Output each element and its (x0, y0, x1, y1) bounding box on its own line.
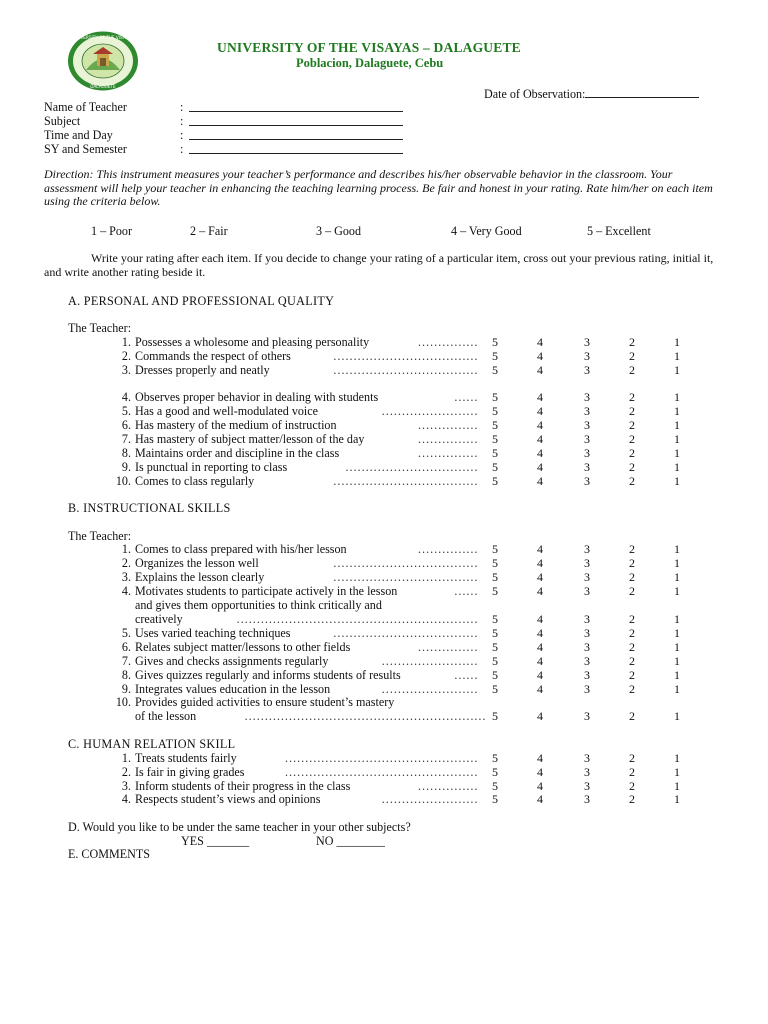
rating-option-1[interactable]: 1 (674, 556, 680, 570)
section-c-title: C. HUMAN RELATION SKILL (68, 737, 236, 751)
rating-option-1[interactable]: 1 (674, 460, 680, 474)
item-number: 1. (121, 542, 131, 556)
rating-option-4[interactable]: 4 (537, 612, 543, 626)
item-number: 6. (121, 418, 131, 432)
info-label-subject: Subject (44, 114, 81, 128)
rating-option-1[interactable]: 1 (674, 335, 680, 349)
item-number: 1. (121, 335, 131, 349)
item-number: 3. (121, 779, 131, 793)
item-text: Comes to class regularly (135, 474, 255, 488)
item-number: 5. (121, 404, 131, 418)
leader-dots: …………… (417, 640, 478, 654)
rating-option-5[interactable]: 5 (492, 751, 498, 765)
item-number: 5. (121, 626, 131, 640)
scale-poor: 1 – Poor (91, 224, 132, 238)
item-number: 1. (121, 751, 131, 765)
rating-option-4[interactable]: 4 (537, 709, 543, 723)
item-number: 7. (121, 432, 131, 446)
university-seal-icon (66, 30, 140, 92)
rating-option-1[interactable]: 1 (674, 626, 680, 640)
item-text: Is punctual in reporting to class (135, 460, 288, 474)
rating-option-2[interactable]: 2 (629, 626, 635, 640)
rating-option-2[interactable]: 2 (629, 668, 635, 682)
rating-option-2[interactable]: 2 (629, 751, 635, 765)
item-number: 7. (121, 654, 131, 668)
rating-option-2[interactable]: 2 (629, 654, 635, 668)
rating-option-4[interactable]: 4 (537, 390, 543, 404)
item-text: Integrates values education in the lesson (135, 682, 331, 696)
rating-option-3[interactable]: 3 (584, 709, 590, 723)
rating-option-5[interactable]: 5 (492, 709, 498, 723)
rating-option-2[interactable]: 2 (629, 335, 635, 349)
rating-option-2[interactable]: 2 (629, 556, 635, 570)
leader-dots: …………… (417, 779, 478, 793)
item-number: 3. (121, 570, 131, 584)
rating-option-3[interactable]: 3 (584, 390, 590, 404)
rating-option-5[interactable]: 5 (492, 584, 498, 598)
rating-option-3[interactable]: 3 (584, 640, 590, 654)
rating-option-4[interactable]: 4 (537, 432, 543, 446)
rating-option-4[interactable]: 4 (537, 751, 543, 765)
rating-option-4[interactable]: 4 (537, 418, 543, 432)
rating-option-3[interactable]: 3 (584, 765, 590, 779)
leader-dots: …………………… (381, 682, 478, 696)
rating-option-5[interactable]: 5 (492, 612, 498, 626)
item-text: Uses varied teaching techniques (135, 626, 291, 640)
leader-dots: ………………………………………… (284, 765, 478, 779)
info-sep: : (180, 142, 184, 156)
rating-option-1[interactable]: 1 (674, 390, 680, 404)
date-of-observation-label: Date of Observation: (484, 87, 586, 101)
rating-option-1[interactable]: 1 (674, 654, 680, 668)
rating-option-1[interactable]: 1 (674, 584, 680, 598)
info-label-sy-semester: SY and Semester (44, 142, 127, 156)
item-text: Has mastery of subject matter/lesson of the day (135, 432, 365, 446)
rating-option-4[interactable]: 4 (537, 474, 543, 488)
rating-option-2[interactable]: 2 (629, 612, 635, 626)
rating-option-2[interactable]: 2 (629, 363, 635, 377)
rating-option-3[interactable]: 3 (584, 474, 590, 488)
rating-option-3[interactable]: 3 (584, 460, 590, 474)
item-text: Organizes the lesson well (135, 556, 259, 570)
rating-option-2[interactable]: 2 (629, 446, 635, 460)
rating-option-4[interactable]: 4 (537, 570, 543, 584)
scale-very-good: 4 – Very Good (451, 224, 522, 238)
teacher-name-field[interactable] (189, 100, 403, 112)
leader-dots: …………………………… (344, 460, 478, 474)
item-text: Commands the respect of others (135, 349, 291, 363)
rating-option-5[interactable]: 5 (492, 474, 498, 488)
rating-option-3[interactable]: 3 (584, 792, 590, 806)
rating-option-1[interactable]: 1 (674, 349, 680, 363)
rating-option-1[interactable]: 1 (674, 751, 680, 765)
rating-option-4[interactable]: 4 (537, 792, 543, 806)
rating-option-5[interactable]: 5 (492, 349, 498, 363)
rating-option-5[interactable]: 5 (492, 335, 498, 349)
item-text: Respects student’s views and opinions (135, 792, 321, 806)
rating-option-3[interactable]: 3 (584, 418, 590, 432)
rating-option-1[interactable]: 1 (674, 682, 680, 696)
section-d-question: D. Would you like to be under the same teacher in your other subjects? (68, 820, 411, 834)
rating-option-1[interactable]: 1 (674, 640, 680, 654)
svg-text:DALAGUETE: DALAGUETE (90, 84, 116, 89)
rating-option-4[interactable]: 4 (537, 363, 543, 377)
rating-option-3[interactable]: 3 (584, 335, 590, 349)
item-text: Comes to class prepared with his/her lesson (135, 542, 347, 556)
rating-option-4[interactable]: 4 (537, 404, 543, 418)
rating-option-4[interactable]: 4 (537, 640, 543, 654)
section-b-title: B. INSTRUCTIONAL SKILLS (68, 501, 231, 515)
rating-option-5[interactable]: 5 (492, 418, 498, 432)
item-text: Dresses properly and neatly (135, 363, 270, 377)
rating-option-4[interactable]: 4 (537, 682, 543, 696)
leader-dots: …………………… (381, 792, 478, 806)
rating-option-2[interactable]: 2 (629, 640, 635, 654)
item-number: 6. (121, 640, 131, 654)
rating-option-5[interactable]: 5 (492, 626, 498, 640)
rating-option-2[interactable]: 2 (629, 779, 635, 793)
item-text: Treats students fairly (135, 751, 237, 765)
item-text: Relates subject matter/lessons to other fields (135, 640, 351, 654)
leader-dots: ……………………………… (332, 626, 478, 640)
rating-option-5[interactable]: 5 (492, 390, 498, 404)
no-option[interactable]: NO ________ (316, 834, 385, 848)
rating-option-2[interactable]: 2 (629, 349, 635, 363)
leader-dots: ……………………………… (332, 363, 478, 377)
subject-field[interactable] (189, 114, 403, 126)
rating-option-2[interactable]: 2 (629, 584, 635, 598)
rating-option-4[interactable]: 4 (537, 654, 543, 668)
rating-option-3[interactable]: 3 (584, 349, 590, 363)
rating-option-5[interactable]: 5 (492, 640, 498, 654)
rating-option-2[interactable]: 2 (629, 418, 635, 432)
rating-option-4[interactable]: 4 (537, 446, 543, 460)
date-of-observation (484, 86, 699, 101)
rating-option-3[interactable]: 3 (584, 751, 590, 765)
rating-option-5[interactable]: 5 (492, 542, 498, 556)
rating-option-4[interactable]: 4 (537, 556, 543, 570)
rating-option-1[interactable]: 1 (674, 542, 680, 556)
item-number: 2. (121, 556, 131, 570)
info-label-time-day: Time and Day (44, 128, 113, 142)
item-text: Explains the lesson clearly (135, 570, 265, 584)
rating-option-1[interactable]: 1 (674, 709, 680, 723)
rating-option-1[interactable]: 1 (674, 363, 680, 377)
item-number: 2. (121, 349, 131, 363)
rating-option-3[interactable]: 3 (584, 584, 590, 598)
rating-option-2[interactable]: 2 (629, 709, 635, 723)
item-number: 3. (121, 363, 131, 377)
leader-dots: …… (453, 584, 478, 598)
section-b-intro: The Teacher: (68, 529, 132, 543)
item-text: Gives and checks assignments regularly (135, 654, 329, 668)
rating-option-2[interactable]: 2 (629, 390, 635, 404)
rating-option-5[interactable]: 5 (492, 765, 498, 779)
scale-good: 3 – Good (316, 224, 362, 238)
rating-option-2[interactable]: 2 (629, 682, 635, 696)
leader-dots: ……………………………… (332, 570, 478, 584)
item-text: Inform students of their progress in the class (135, 779, 351, 793)
rating-option-1[interactable]: 1 (674, 432, 680, 446)
rating-option-1[interactable]: 1 (674, 779, 680, 793)
rating-option-3[interactable]: 3 (584, 404, 590, 418)
rating-option-5[interactable]: 5 (492, 792, 498, 806)
rating-option-4[interactable]: 4 (537, 542, 543, 556)
leader-dots: …… (453, 668, 478, 682)
rating-option-1[interactable]: 1 (674, 668, 680, 682)
time-day-field[interactable] (189, 128, 403, 140)
item-number: 2. (121, 765, 131, 779)
info-sep: : (180, 114, 184, 128)
item-text-continued: creatively (135, 612, 183, 626)
leader-dots: …………… (417, 432, 478, 446)
rating-option-5[interactable]: 5 (492, 682, 498, 696)
rating-option-4[interactable]: 4 (537, 765, 543, 779)
rating-option-3[interactable]: 3 (584, 682, 590, 696)
section-a-title: A. PERSONAL AND PROFESSIONAL QUALITY (68, 294, 335, 308)
leader-dots: …………… (417, 446, 478, 460)
item-text: Provides guided activities to ensure student’s mastery (135, 695, 395, 709)
rating-option-5[interactable]: 5 (492, 668, 498, 682)
leader-dots: ………………………………………… (284, 751, 478, 765)
rating-option-4[interactable]: 4 (537, 335, 543, 349)
rating-option-1[interactable]: 1 (674, 570, 680, 584)
rating-option-5[interactable]: 5 (492, 570, 498, 584)
rating-option-4[interactable]: 4 (537, 626, 543, 640)
rating-option-3[interactable]: 3 (584, 668, 590, 682)
rating-option-3[interactable]: 3 (584, 556, 590, 570)
direction-text: Direction: This instrument measures your teacher’s performance and describes his/her observable behavior in the classroom. Your assessment will help your teacher in enhancing the teaching learning process. Be fair and honest in your rating. Rate him/her on each item using the criteria below. (44, 167, 713, 208)
item-text-continued: and gives them opportunities to think critically and (135, 598, 382, 612)
info-sep: : (180, 128, 184, 142)
leader-dots: …………… (417, 542, 478, 556)
rating-option-1[interactable]: 1 (674, 446, 680, 460)
rating-option-4[interactable]: 4 (537, 349, 543, 363)
rating-option-4[interactable]: 4 (537, 668, 543, 682)
leader-dots: ……………………………… (332, 556, 478, 570)
rating-option-2[interactable]: 2 (629, 570, 635, 584)
rating-option-3[interactable]: 3 (584, 446, 590, 460)
rating-option-3[interactable]: 3 (584, 363, 590, 377)
rating-option-5[interactable]: 5 (492, 654, 498, 668)
rating-option-1[interactable]: 1 (674, 474, 680, 488)
item-text: Has mastery of the medium of instruction (135, 418, 337, 432)
institution-title: UNIVERSITY OF THE VISAYAS – DALAGUETE (217, 40, 521, 55)
rating-option-2[interactable]: 2 (629, 404, 635, 418)
rating-option-5[interactable]: 5 (492, 460, 498, 474)
yes-option[interactable]: YES _______ (181, 834, 250, 848)
rating-option-1[interactable]: 1 (674, 418, 680, 432)
sy-semester-field[interactable] (189, 142, 403, 154)
rating-option-3[interactable]: 3 (584, 612, 590, 626)
item-number: 4. (121, 584, 131, 598)
info-label-teacher: Name of Teacher (44, 100, 127, 114)
item-text: Has a good and well-modulated voice (135, 404, 319, 418)
date-of-observation-field[interactable] (585, 86, 699, 98)
rating-option-3[interactable]: 3 (584, 779, 590, 793)
rating-option-5[interactable]: 5 (492, 404, 498, 418)
rating-option-1[interactable]: 1 (674, 765, 680, 779)
leader-dots: ……………………………… (332, 349, 478, 363)
rating-option-2[interactable]: 2 (629, 542, 635, 556)
rating-option-3[interactable]: 3 (584, 570, 590, 584)
item-text: Motivates students to participate actively in the lesson (135, 584, 398, 598)
rating-option-1[interactable]: 1 (674, 612, 680, 626)
leader-dots: …………… (417, 335, 478, 349)
item-number: 10. (115, 474, 131, 488)
rating-option-2[interactable]: 2 (629, 460, 635, 474)
item-text: Observes proper behavior in dealing with students (135, 390, 379, 404)
leader-dots: …………………………………………………… (236, 612, 478, 626)
item-text: Is fair in giving grades (135, 765, 245, 779)
rating-option-3[interactable]: 3 (584, 654, 590, 668)
institution-address: Poblacion, Dalaguete, Cebu (296, 56, 444, 70)
scale-fair: 2 – Fair (190, 224, 228, 238)
leader-dots: …………………… (381, 404, 478, 418)
item-number: 9. (121, 682, 131, 696)
rating-option-5[interactable]: 5 (492, 432, 498, 446)
rating-option-1[interactable]: 1 (674, 792, 680, 806)
item-number: 4. (121, 390, 131, 404)
rating-option-5[interactable]: 5 (492, 779, 498, 793)
rating-option-1[interactable]: 1 (674, 404, 680, 418)
item-number: 8. (121, 668, 131, 682)
rating-option-2[interactable]: 2 (629, 765, 635, 779)
rating-option-2[interactable]: 2 (629, 432, 635, 446)
rating-option-3[interactable]: 3 (584, 542, 590, 556)
leader-dots: ……………………………… (332, 474, 478, 488)
rating-option-2[interactable]: 2 (629, 474, 635, 488)
info-sep: : (180, 100, 184, 114)
rating-option-4[interactable]: 4 (537, 779, 543, 793)
item-text: Possesses a wholesome and pleasing personality (135, 335, 370, 349)
leader-dots: …………… (417, 418, 478, 432)
rating-option-5[interactable]: 5 (492, 363, 498, 377)
rating-option-5[interactable]: 5 (492, 446, 498, 460)
rating-option-5[interactable]: 5 (492, 556, 498, 570)
item-text-continued: of the lesson (135, 709, 197, 723)
rating-option-4[interactable]: 4 (537, 584, 543, 598)
item-text: Maintains order and discipline in the class (135, 446, 340, 460)
leader-dots: …………………… (381, 654, 478, 668)
item-number: 9. (121, 460, 131, 474)
leader-dots: …… (453, 390, 478, 404)
section-e-comments: E. COMMENTS (68, 847, 150, 861)
rating-option-4[interactable]: 4 (537, 460, 543, 474)
item-text: Gives quizzes regularly and informs students of results (135, 668, 401, 682)
leader-dots: …………………………………………………… (244, 709, 486, 723)
svg-text:UNIVERSITY OF THE VISAYAS: UNIVERSITY OF THE VISAYAS (72, 35, 134, 40)
rating-option-3[interactable]: 3 (584, 626, 590, 640)
instruction-text: Write your rating after each item. If you decide to change your rating of a particular item, cross out your previous rating, initial it, and write another rating beside it. (44, 251, 714, 279)
section-a-intro: The Teacher: (68, 321, 132, 335)
rating-option-2[interactable]: 2 (629, 792, 635, 806)
item-number: 8. (121, 446, 131, 460)
item-number: 4. (121, 792, 131, 806)
item-number: 10. (115, 695, 131, 709)
rating-option-3[interactable]: 3 (584, 432, 590, 446)
scale-excellent: 5 – Excellent (587, 224, 651, 238)
